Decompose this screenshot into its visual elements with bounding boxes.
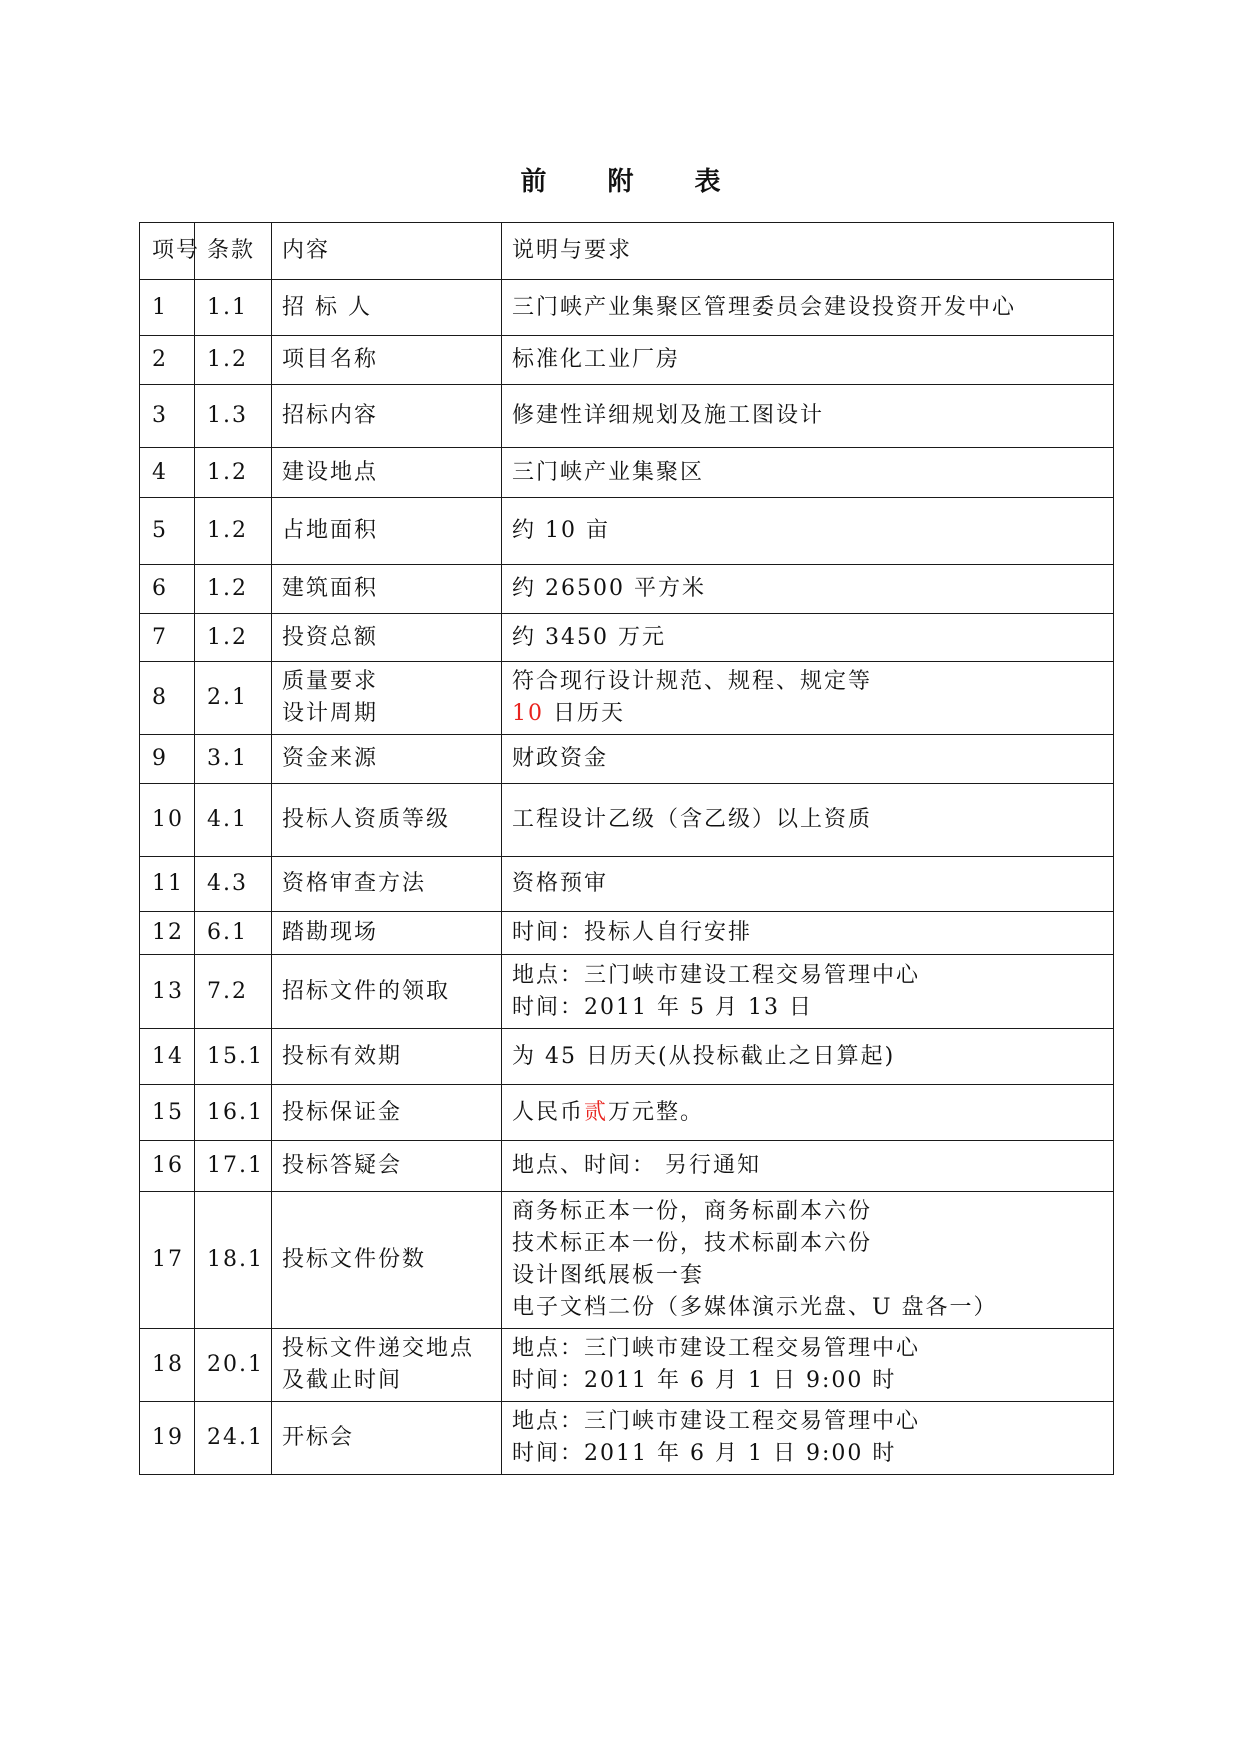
requirements-table	[139, 222, 1114, 1475]
cell-content	[272, 448, 502, 498]
cell-description	[502, 662, 1114, 735]
content-line: 投标答疑会	[282, 1153, 403, 1178]
cell-description	[502, 448, 1114, 498]
description-text: 万元整。	[608, 1099, 705, 1125]
cell-clause: 15.1	[195, 1029, 272, 1085]
description-line	[512, 960, 1113, 992]
cell-content	[272, 1329, 502, 1402]
cell-item-number: 13	[140, 955, 195, 1029]
description-line	[512, 698, 1113, 730]
cell-clause: 17.1	[195, 1141, 272, 1192]
description-text: 时间：投标人自行安排	[512, 920, 753, 945]
cell-item-number: 11	[140, 857, 195, 912]
content-line: 投标人资质等级	[282, 807, 451, 832]
table-row	[140, 1085, 1114, 1141]
header-description: 说明与要求	[502, 223, 1114, 280]
description-text: 约 26500 平方米	[512, 576, 706, 601]
description-text: 人民币	[512, 1099, 585, 1125]
content-line: 质量要求	[282, 669, 379, 694]
cell-description	[502, 912, 1114, 955]
cell-description	[502, 498, 1114, 565]
cell-clause: 1.2	[195, 336, 272, 385]
cell-content	[272, 280, 502, 336]
description-text: 时间：2011 年 6 月 1 日 9:00 时	[512, 1368, 897, 1393]
content-line: 投标文件递交地点	[282, 1336, 475, 1361]
cell-clause: 16.1	[195, 1085, 272, 1141]
content-line: 占地面积	[282, 518, 379, 543]
cell-content	[272, 614, 502, 662]
cell-clause: 1.3	[195, 385, 272, 448]
description-line	[512, 1365, 1113, 1397]
cell-item-number: 12	[140, 912, 195, 955]
cell-clause: 3.1	[195, 735, 272, 784]
table-header-row	[140, 223, 1114, 280]
table-row	[140, 912, 1114, 955]
cell-clause: 1.2	[195, 448, 272, 498]
table-row	[140, 1029, 1114, 1085]
content-line: 设计周期	[282, 701, 379, 726]
content-line: 开标会	[282, 1425, 355, 1450]
description-line	[512, 1292, 1113, 1324]
cell-content	[272, 857, 502, 912]
description-text: 时间：2011 年 6 月 1 日 9:00 时	[512, 1441, 897, 1466]
table-row	[140, 857, 1114, 912]
table-row	[140, 662, 1114, 735]
description-line	[512, 1097, 1113, 1129]
content-line: 踏勘现场	[282, 920, 379, 945]
description-text: 地点：三门峡市建设工程交易管理中心	[512, 1409, 921, 1434]
cell-content	[272, 662, 502, 735]
cell-content	[272, 1141, 502, 1192]
cell-description	[502, 735, 1114, 784]
content-line: 投标文件份数	[282, 1247, 427, 1272]
cell-item-number: 8	[140, 662, 195, 735]
cell-item-number: 9	[140, 735, 195, 784]
description-text: 地点、时间： 另行通知	[512, 1153, 761, 1178]
cell-item-number: 3	[140, 385, 195, 448]
description-line	[512, 1150, 1113, 1182]
cell-clause: 6.1	[195, 912, 272, 955]
cell-item-number: 14	[140, 1029, 195, 1085]
content-line: 建筑面积	[282, 576, 379, 601]
description-line	[512, 992, 1113, 1024]
table-row	[140, 1402, 1114, 1475]
cell-item-number: 10	[140, 784, 195, 857]
cell-content	[272, 1085, 502, 1141]
cell-item-number: 2	[140, 336, 195, 385]
table-body	[140, 280, 1114, 1475]
content-line: 投标有效期	[282, 1043, 403, 1069]
description-text: 三门峡产业集聚区管理委员会建设投资开发中心	[512, 294, 1017, 320]
cell-content	[272, 1192, 502, 1329]
description-line	[512, 1228, 1113, 1260]
header-item-number: 项号	[140, 223, 195, 280]
cell-description	[502, 280, 1114, 336]
description-line	[512, 344, 1113, 376]
cell-content	[272, 735, 502, 784]
cell-item-number: 16	[140, 1141, 195, 1192]
description-line	[512, 457, 1113, 489]
content-line: 招标内容	[282, 403, 379, 428]
content-line: 投标保证金	[282, 1099, 403, 1125]
content-line: 资格审查方法	[282, 871, 427, 896]
cell-clause: 1.2	[195, 614, 272, 662]
description-line	[512, 1260, 1113, 1292]
highlighted-value: 贰	[584, 1099, 609, 1125]
cell-item-number: 7	[140, 614, 195, 662]
description-line	[512, 622, 1113, 654]
cell-description	[502, 336, 1114, 385]
cell-item-number: 18	[140, 1329, 195, 1402]
cell-clause: 1.2	[195, 498, 272, 565]
cell-clause: 7.2	[195, 955, 272, 1029]
cell-clause: 18.1	[195, 1192, 272, 1329]
description-line	[512, 515, 1113, 547]
table-row	[140, 448, 1114, 498]
cell-description	[502, 1085, 1114, 1141]
cell-clause: 2.1	[195, 662, 272, 735]
description-line	[512, 917, 1113, 949]
description-text: 设计图纸展板一套	[512, 1263, 705, 1288]
content-line: 及截止时间	[282, 1368, 403, 1393]
table-row	[140, 280, 1114, 336]
content-line: 资金来源	[282, 746, 379, 771]
cell-item-number: 5	[140, 498, 195, 565]
cell-clause: 4.3	[195, 857, 272, 912]
description-text: 标准化工业厂房	[512, 347, 681, 372]
cell-content	[272, 784, 502, 857]
cell-item-number: 15	[140, 1085, 195, 1141]
cell-description	[502, 1141, 1114, 1192]
table-row	[140, 955, 1114, 1029]
header-clause: 条款	[195, 223, 272, 280]
description-line	[512, 1406, 1113, 1438]
cell-content	[272, 955, 502, 1029]
description-text: 地点：三门峡市建设工程交易管理中心	[512, 962, 921, 988]
table-row	[140, 614, 1114, 662]
cell-clause: 24.1	[195, 1402, 272, 1475]
cell-description	[502, 1402, 1114, 1475]
cell-item-number: 6	[140, 565, 195, 614]
cell-description	[502, 1329, 1114, 1402]
cell-description	[502, 1029, 1114, 1085]
description-line	[512, 804, 1113, 836]
table-row	[140, 565, 1114, 614]
table-row	[140, 498, 1114, 565]
cell-content	[272, 385, 502, 448]
description-text: 日历天	[544, 701, 625, 726]
description-line	[512, 400, 1113, 432]
table-row	[140, 735, 1114, 784]
description-text: 约 3450 万元	[512, 624, 666, 650]
description-text: 三门峡产业集聚区	[512, 459, 705, 485]
table-row	[140, 1192, 1114, 1329]
description-line	[512, 868, 1113, 900]
description-line	[512, 1333, 1113, 1365]
cell-content	[272, 336, 502, 385]
description-text: 为 45 日历天(从投标截止之日算起)	[512, 1043, 896, 1069]
description-line	[512, 743, 1113, 775]
highlighted-value: 10	[512, 701, 544, 726]
description-text: 技术标正本一份，技术标副本六份	[512, 1231, 873, 1256]
description-line	[512, 292, 1113, 324]
cell-description	[502, 857, 1114, 912]
cell-description	[502, 565, 1114, 614]
content-line: 项目名称	[282, 347, 379, 372]
cell-clause: 1.1	[195, 280, 272, 336]
description-text: 电子文档二份（多媒体演示光盘、U 盘各一）	[512, 1295, 998, 1320]
table-row	[140, 1141, 1114, 1192]
content-line: 招标文件的领取	[282, 978, 451, 1004]
description-text: 修建性详细规划及施工图设计	[512, 403, 825, 428]
cell-clause: 20.1	[195, 1329, 272, 1402]
description-text: 工程设计乙级（含乙级）以上资质	[512, 807, 873, 832]
cell-content	[272, 565, 502, 614]
cell-item-number: 19	[140, 1402, 195, 1475]
cell-description	[502, 1192, 1114, 1329]
description-text: 符合现行设计规范、规程、规定等	[512, 669, 873, 694]
description-line	[512, 1438, 1113, 1470]
cell-clause: 1.2	[195, 565, 272, 614]
description-text: 约 10 亩	[512, 518, 610, 543]
description-line	[512, 573, 1113, 605]
description-text: 时间：2011 年 5 月 13 日	[512, 994, 813, 1020]
header-content: 内容	[272, 223, 502, 280]
cell-content	[272, 1029, 502, 1085]
description-text: 财政资金	[512, 746, 609, 771]
description-text: 商务标正本一份，商务标副本六份	[512, 1199, 873, 1224]
cell-item-number: 17	[140, 1192, 195, 1329]
table-row	[140, 784, 1114, 857]
page-title: 前 附 表	[520, 167, 747, 197]
cell-item-number: 1	[140, 280, 195, 336]
description-line	[512, 1041, 1113, 1073]
table-row	[140, 336, 1114, 385]
table-row	[140, 1329, 1114, 1402]
description-text: 资格预审	[512, 871, 609, 896]
content-line: 投资总额	[282, 624, 379, 650]
description-line	[512, 666, 1113, 698]
table-row	[140, 385, 1114, 448]
cell-clause: 4.1	[195, 784, 272, 857]
cell-description	[502, 955, 1114, 1029]
cell-description	[502, 784, 1114, 857]
cell-description	[502, 385, 1114, 448]
description-line	[512, 1196, 1113, 1228]
cell-content	[272, 498, 502, 565]
description-text: 地点：三门峡市建设工程交易管理中心	[512, 1336, 921, 1361]
cell-content	[272, 1402, 502, 1475]
content-line: 建设地点	[282, 459, 379, 485]
cell-item-number: 4	[140, 448, 195, 498]
cell-content	[272, 912, 502, 955]
cell-description	[502, 614, 1114, 662]
content-line: 招 标 人	[282, 294, 372, 320]
